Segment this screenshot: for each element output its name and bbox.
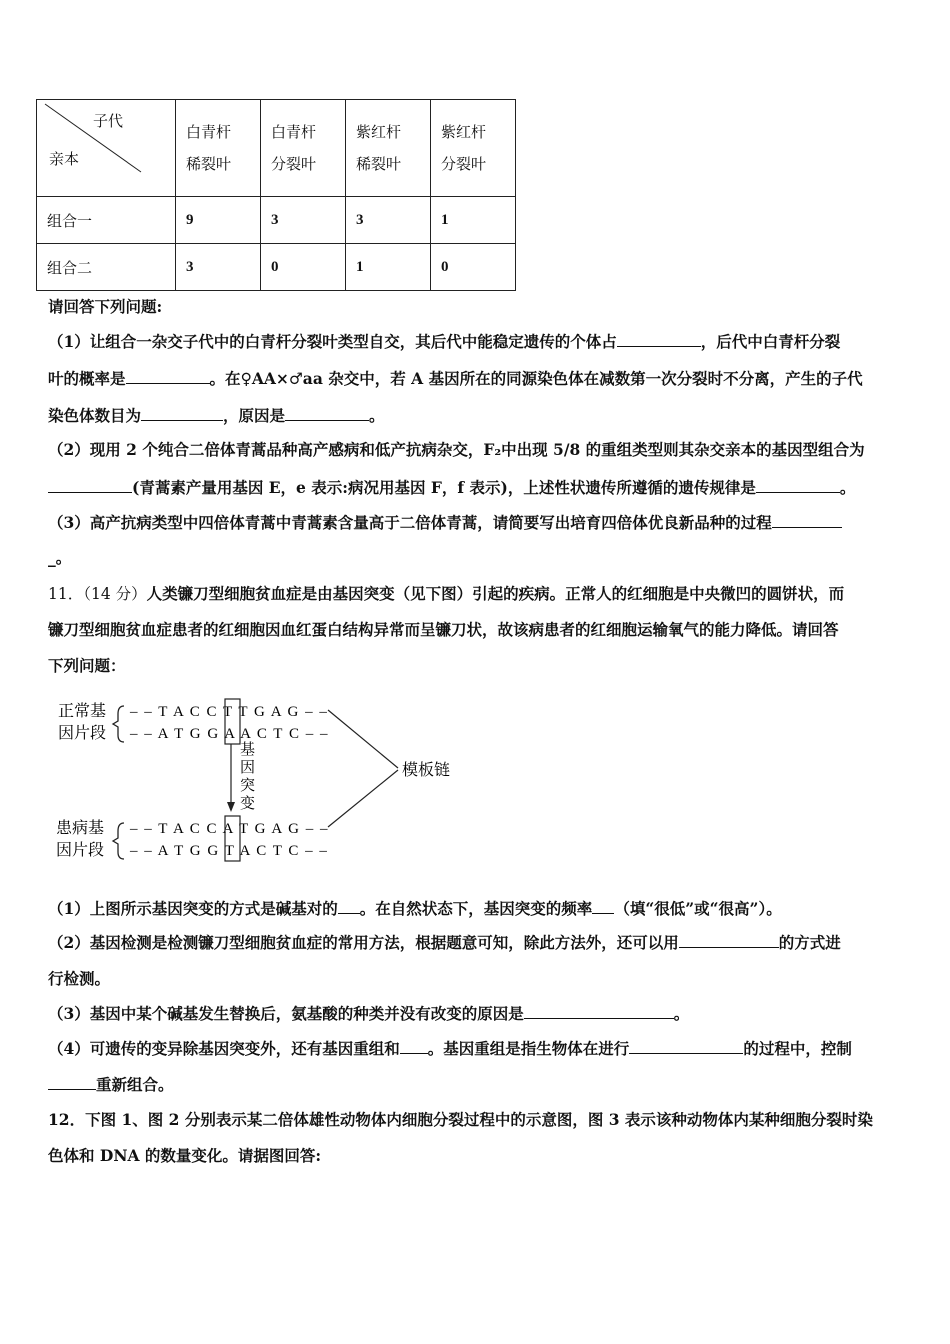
q11-sub-2: （2）基因检测是检测镰刀型细胞贫血症的常用方法，根据题意可知，除此方法外，还可以用 的方式进 xyxy=(48,933,841,952)
gene-mutation-figure xyxy=(50,690,480,874)
row-label: 组合一 xyxy=(37,197,176,244)
header-cell: 紫红杆 稀裂叶 xyxy=(346,100,431,197)
mutation-label-2: 因 xyxy=(240,760,256,776)
q11-line-3: 下列问题： xyxy=(48,656,126,675)
q10-line-7: _。 xyxy=(48,548,72,567)
mutation-label-3: 突 xyxy=(240,778,256,794)
q11-line-1: 11．（14 分）人类镰刀型细胞贫血症是由基因突变（见下图）引起的疾病。正常人的红细胞是中央微凹的圆饼状，而 xyxy=(48,584,845,603)
q10-line-5: (青蒿素产量用基因 E，e 表示:病况用基因 F，f 表示)，上述性状遗传所遵循的遗传规律是 。 xyxy=(48,477,908,498)
corner-bottom-label: 亲本 xyxy=(49,150,80,168)
normal-label-2: 因片段 xyxy=(58,725,107,742)
corner-top-label: 子代 xyxy=(93,112,124,130)
normal-bottom-strand: – – A T G G A A C T C – – xyxy=(130,726,329,742)
template-pointer-top xyxy=(328,710,398,768)
gene-figure-svg xyxy=(50,690,480,870)
patient-bottom-strand: – – A T G G T A C T C – – xyxy=(130,843,329,859)
q11-sub-6: 重新组合。 xyxy=(48,1074,908,1095)
corner-cell xyxy=(37,100,176,197)
patient-label-1: 患病基 xyxy=(56,820,105,837)
table-cell: 3 xyxy=(346,197,431,244)
table-cell: 0 xyxy=(261,244,346,291)
header-cell: 白青杆 分裂叶 xyxy=(261,100,346,197)
q10-line-4: （2）现用 2 个纯合二倍体青蒿品种高产感病和低产抗病杂交，F₂中出现 5/8 的重组类型则其杂交亲本的基因型组合为 xyxy=(48,440,865,459)
q11-sub-5: （4）可遗传的变异除基因突变外，还有基因重组和 。基因重组是指生物体在进行 的过程中，控制 xyxy=(48,1039,852,1058)
table-cell: 9 xyxy=(176,197,261,244)
table-cell: 1 xyxy=(346,244,431,291)
q10-line-2: 叶的概率是 。在♀AA×♂aa 杂交中，若 A 基因所在的同源染色体在减数第一次分裂时不分离，产生的子代 xyxy=(48,369,863,388)
template-label: 模板链 xyxy=(402,762,451,779)
patient-top-strand: – – T A C C A T G A G – – xyxy=(130,821,329,837)
header-cell: 紫红杆 分裂叶 xyxy=(431,100,516,197)
q10-line-6: （3）高产抗病类型中四倍体青蒿中青蒿素含量高于二倍体青蒿，请简要写出培育四倍体优良新品种的过程 xyxy=(48,512,908,533)
table-cell: 3 xyxy=(261,197,346,244)
table-cell: 1 xyxy=(431,197,516,244)
q10-line-3: 染色体数目为 ，原因是 。 xyxy=(48,406,385,425)
mutation-arrow-head xyxy=(227,802,235,812)
row-label: 组合二 xyxy=(37,244,176,291)
q10-intro: 请回答下列问题: xyxy=(48,297,163,316)
mutation-label-1: 基 xyxy=(240,742,256,758)
normal-top-strand: – – T A C C T T G A G – – xyxy=(130,704,329,720)
mutation-label-4: 变 xyxy=(240,796,256,812)
normal-label-1: 正常基 xyxy=(58,703,107,720)
normal-brace xyxy=(113,706,124,742)
cross-table xyxy=(36,99,516,291)
q11-sub-4: （3）基因中某个碱基发生替换后，氨基酸的种类并没有改变的原因是 。 xyxy=(48,1004,690,1023)
table-cell: 0 xyxy=(431,244,516,291)
patient-label-2: 因片段 xyxy=(56,842,105,859)
patient-brace xyxy=(113,823,124,859)
template-pointer-bottom xyxy=(328,770,398,827)
q11-sub-3: 行检测。 xyxy=(48,969,111,988)
q11-sub-1: （1）上图所示基因突变的方式是碱基对的 。在自然状态下，基因突变的频率 （填“很低”或“很高”）。 xyxy=(48,899,782,918)
q11-line-2: 镰刀型细胞贫血症患者的红细胞因血红蛋白结构异常而呈镰刀状，故该病患者的红细胞运输氧气的能力降低。请回答 xyxy=(48,620,839,639)
table-cell: 3 xyxy=(176,244,261,291)
header-cell: 白青杆 稀裂叶 xyxy=(176,100,261,197)
q12-line-2: 色体和 DNA 的数量变化。请据图回答: xyxy=(48,1146,322,1165)
q10-line-1: （1）让组合一杂交子代中的白青杆分裂叶类型自交，其后代中能稳定遗传的个体占 ，后代中白青杆分裂 xyxy=(48,332,841,351)
q12-line-1: 12．下图 1、图 2 分别表示某二倍体雄性动物体内细胞分裂过程中的示意图，图 3 表示该种动物体内某种细胞分裂时染 xyxy=(48,1110,873,1129)
